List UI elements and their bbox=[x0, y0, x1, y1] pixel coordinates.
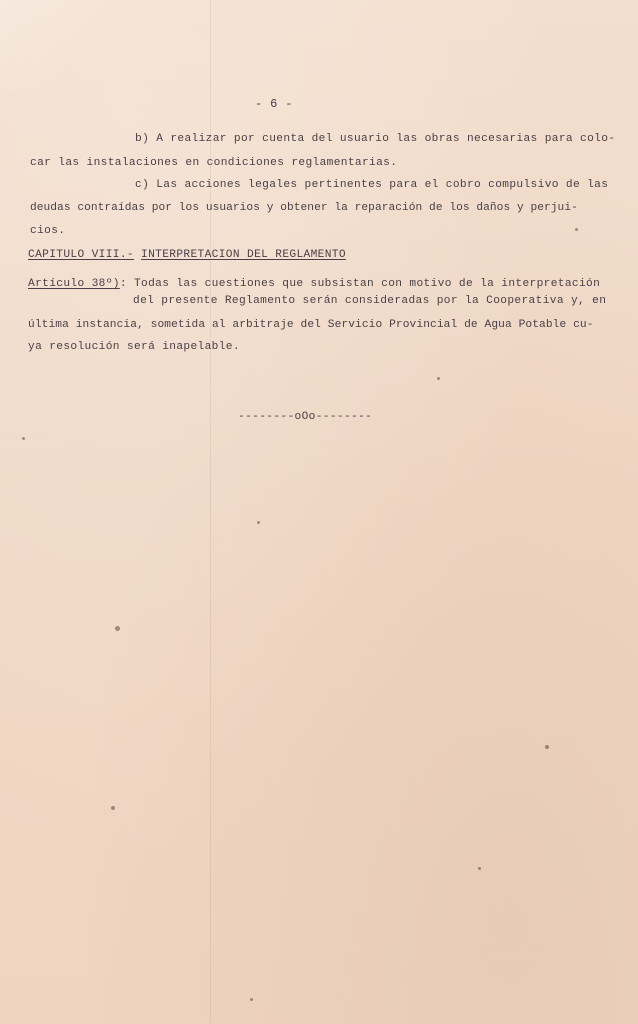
paper-speck bbox=[257, 521, 260, 524]
article-line-4: ya resolución será inapelable. bbox=[28, 341, 240, 353]
paper-fold-highlight bbox=[0, 0, 120, 90]
item-c-line-2: deudas contraídas por los usuarios y obtener la reparación de los daños y perjui- bbox=[30, 202, 578, 214]
end-separator: --------oOo-------- bbox=[238, 411, 373, 423]
paper-speck bbox=[111, 806, 115, 810]
chapter-heading bbox=[28, 248, 346, 262]
article-text-1: : Todas las cuestiones que subsistan con motivo de la interpretación bbox=[119, 278, 601, 290]
paper-speck bbox=[478, 867, 481, 870]
paper-speck bbox=[250, 998, 253, 1001]
paper-speck bbox=[575, 228, 578, 231]
item-c-line-1: c) Las acciones legales pertinentes para el cobro compulsivo de las bbox=[135, 179, 609, 191]
paper-speck bbox=[22, 437, 25, 440]
chapter-title: INTERPRETACION DEL REGLAMENTO bbox=[141, 249, 346, 261]
paper-speck bbox=[545, 745, 549, 749]
article-label: Artículo 38º) bbox=[28, 278, 120, 290]
chapter-number: CAPITULO VIII.- bbox=[28, 249, 134, 261]
item-b-line-2: car las instalaciones en condiciones reglamentarias. bbox=[30, 157, 398, 169]
page-number: - 6 - bbox=[255, 97, 293, 111]
paper-speck bbox=[437, 377, 440, 380]
article-line-1 bbox=[28, 277, 600, 291]
paper-speck bbox=[115, 626, 120, 631]
item-b-line-1: b) A realizar por cuenta del usuario las obras necesarias para colo- bbox=[135, 133, 616, 145]
article-line-2: del presente Reglamento serán consideradas por la Cooperativa y, en bbox=[133, 295, 607, 307]
item-c-line-3: cios. bbox=[30, 225, 66, 237]
paper-crease bbox=[210, 0, 211, 1024]
article-line-3: última instancia, sometida al arbitraje del Servicio Provincial de Agua Potable cu- bbox=[28, 319, 594, 331]
